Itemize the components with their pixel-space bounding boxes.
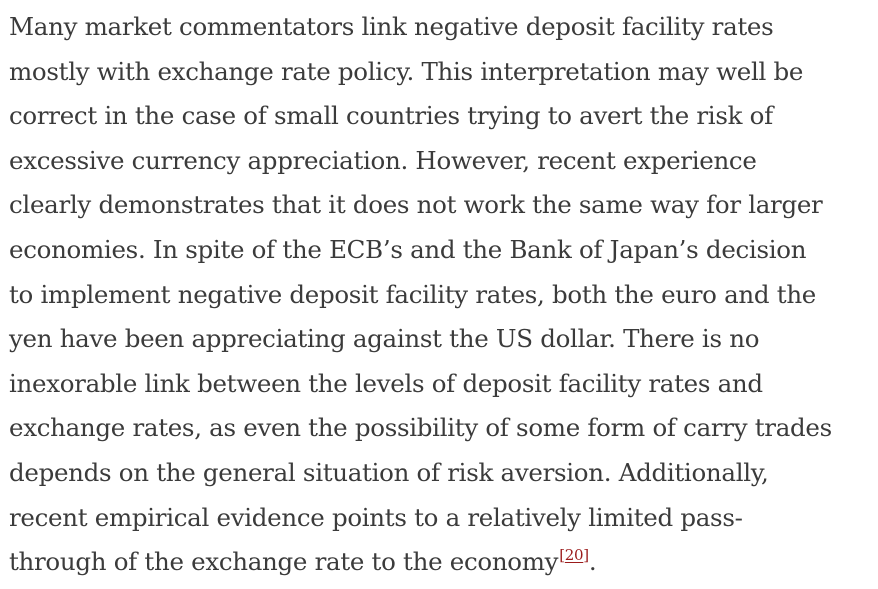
text-line-content: through of the exchange rate to the economy xyxy=(9,547,559,577)
text-line: depends on the general situation of risk aversion. Additionally, xyxy=(9,457,769,487)
text-line: exchange rates, as even the possibility of some form of carry trades xyxy=(9,413,832,443)
text-line: inexorable link between the levels of deposit facility rates and xyxy=(9,368,763,398)
last-text-line xyxy=(9,540,878,585)
sentence-ending: . xyxy=(588,547,597,577)
text-line: clearly demonstrates that it does not work the same way for larger xyxy=(9,190,823,220)
text-line: excessive currency appreciation. However, recent experience xyxy=(9,145,757,175)
footnote-open-bracket: [ xyxy=(559,546,565,565)
text-line: yen have been appreciating against the US dollar. There is no xyxy=(9,324,760,354)
text-line: economies. In spite of the ECB’s and the Bank of Japan’s decision xyxy=(9,234,807,264)
footnote-number: 20 xyxy=(564,546,584,565)
text-line: mostly with exchange rate policy. This interpretation may well be xyxy=(9,56,804,86)
footnote-close-bracket: ] xyxy=(583,546,589,565)
text-line: recent empirical evidence points to a relatively limited pass- xyxy=(9,502,743,532)
text-line: to implement negative deposit facility rates, both the euro and the xyxy=(9,279,817,309)
text-line: correct in the case of small countries trying to avert the risk of xyxy=(9,101,773,131)
footnote-link[interactable] xyxy=(559,546,589,564)
paragraph xyxy=(9,5,878,585)
text-line: Many market commentators link negative deposit facility rates xyxy=(9,12,774,41)
